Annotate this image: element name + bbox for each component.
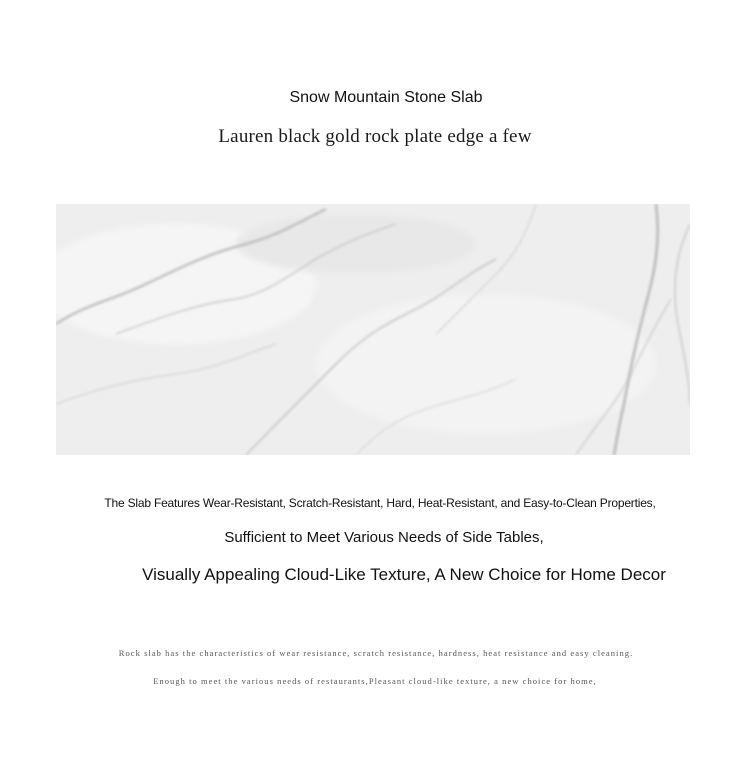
marble-vein-texture (56, 204, 690, 455)
marble-slab-image (56, 204, 690, 455)
description-line-2: Enough to meet the various needs of restaurants,Pleasant cloud-like texture, a new choice for home, (153, 676, 597, 686)
feature-line-2: Sufficient to Meet Various Needs of Side Tables, (224, 529, 544, 546)
feature-line-3: Visually Appealing Cloud-Like Texture, A New Choice for Home Decor (142, 565, 666, 584)
description-line-1: Rock slab has the characteristics of wear resistance, scratch resistance, hardness, heat resistance and easy cleaning. (118, 648, 634, 658)
page-title: Snow Mountain Stone Slab (289, 89, 483, 106)
page-subtitle: Lauren black gold rock plate edge a few (218, 126, 532, 147)
feature-line-1: The Slab Features Wear-Resistant, Scratch-Resistant, Hard, Heat-Resistant, and Easy-to-Clean Properties, (104, 496, 656, 510)
